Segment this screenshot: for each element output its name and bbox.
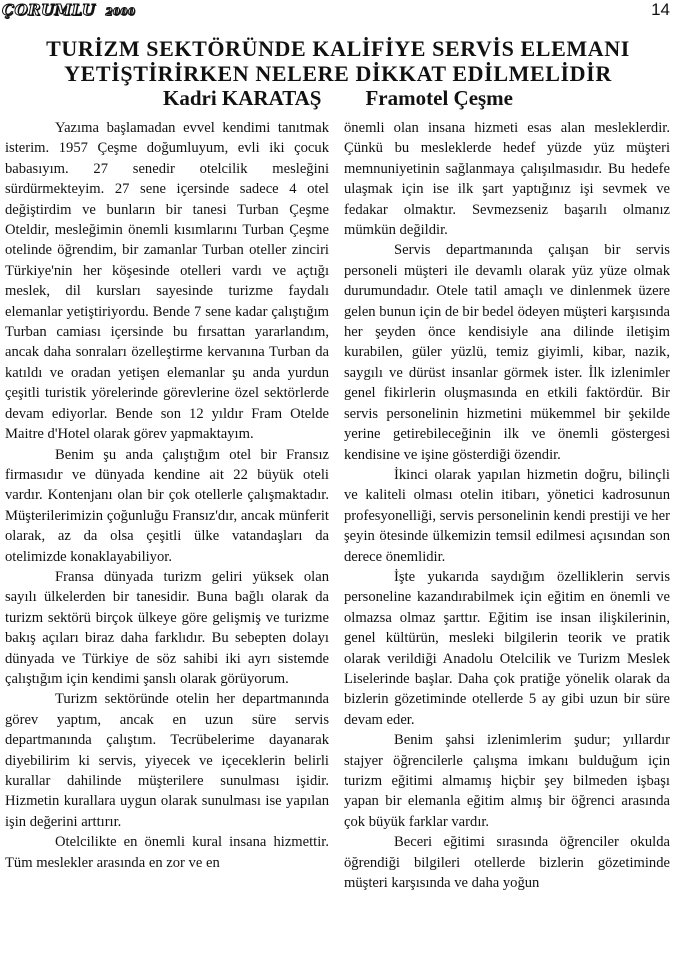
paragraph: İkinci olarak yapılan hizmetin doğru, bilinçli ve kaliteli olması otelin itibarı, yönetici kadrosunun profesyonelliği, servis personelinin kendi prestiji ve her şeyin ötesinde ülkemizin temsil edilmesi açısından son derece önemlidir. bbox=[344, 466, 670, 565]
logo-year: 2000 bbox=[105, 7, 136, 18]
paragraph: Yazıma başlamadan evvel kendimi tanıtmak isterim. 1957 Çeşme doğumluyum, evli iki çocuk babasıyım. 27 senedir otelcilik mesleğini sürdürmekteyim. 27 sene içersinde sadece 4 otel değiştirdim ve bunların bir tanesi Turban Çeşme Oteldir, mesleğimin önemli kısımlarını Turban Çeşme otelinde öğrendim, bir zamanlar Turban oteller zinciri Türkiye'nin her köşesinde otelleri vardı ve açtığı meslek, dil kursları sayesinde turizme faydalı elemanlar yetiştiriyordu. Bende 7 sene kadar çalıştığım Turban camiası içersinde bu fırsattan yararlandım, ancak daha sonraları özelleştirme kervanına Turban da katıldı ve oradan yetişen elemanlar şu anda yurdun çeşitli turistik yörelerinde görevlerine özel sektörlerde devam ediyorlar. Bende son 12 yıldır Fram Otelde Maitre d'Hotel olarak görev yapmaktayım. bbox=[5, 120, 329, 443]
article-column-left bbox=[5, 118, 329, 978]
byline bbox=[0, 86, 676, 110]
page-number: 14 bbox=[651, 0, 670, 19]
article-title-block bbox=[0, 36, 676, 110]
paragraph: Otelcilikte en önemli kural insana hizmettir. Tüm meslekler arasında en zor ve en bbox=[5, 834, 329, 871]
paragraph: Servis departmanında çalışan bir servis personeli müşteri ile devamlı olarak yüz yüze olmak durumundadır. Otele tatil amaçlı ve dinlenmek üzere gelen bunun için de bir bedel ödeyen müşteri karşısında her şeyden önce kendisiyle ana dilinde iletişim kurabilen, güler yüzlü, temiz giyimli, kibar, nazik, saygılı ve dürüst insanlar görmek ister. İlk izlenimler genel fikirlerin oluşmasında en etkili faktördür. Bir servis personelinin hizmetini mükemmel bir şekilde yerine getirebileceğinin ilk ve önemli göstergesi kendisine ve işine gösterdiği özendir. bbox=[344, 242, 670, 463]
article-title-line-1: TURİZM SEKTÖRÜNDE KALİFİYE SERVİS ELEMANI bbox=[46, 36, 630, 61]
paragraph: Benim şahsi izlenimlerim şudur; yıllardır stajyer öğrencilerle çalışma imkanı bulduğum için turizm eğitimi almamış hiçbir şey bilmeden işbaşı yapan bir elemanla eğitim almış bir öğrenci arasında çok büyük farklar vardır. bbox=[344, 732, 670, 830]
paragraph: İşte yukarıda saydığım özelliklerin servis personeline kazandırabilmek için eğitim en önemli ve olmazsa olmaz şarttır. Eğitim ise insan ilişkilerinin, genel kültürün, mesleki bilgilerin teorik ve pratik olarak verildiği Anadolu Otelcilik ve Turizm Meslek Liselerinde başlar. Daha çok pratiğe yönelik olarak da bizlerin gözetiminde otellerde 5 ay gibi uzun bir süre devam eder. bbox=[344, 568, 670, 728]
author-name: Kadri KARATAŞ bbox=[163, 86, 322, 110]
paragraph: Fransa dünyada turizm geliri yüksek olan sayılı ülkelerden bir tanesidir. Buna bağlı olarak da turizm sektörü birçok ülkeye göre gelişmiş ve turizme bakış açıları biraz daha farklıdır. Bu sebepten dolayı dünyada ve Türkiye de söz sahibi iki ayrı sistemde çalıştığım için kendimi şanslı olarak görüyorum. bbox=[5, 568, 329, 687]
paragraph: Beceri eğitimi sırasında öğrenciler okulda öğrendiği bilgileri otellerde bizlerin gözetiminde müşteri karşısında ve daha yoğun bbox=[344, 834, 670, 892]
paragraph: Benim şu anda çalıştığım otel bir Fransız firmasıdır ve dünyada kendine ait 22 büyük oteli vardır. Kontenjanı olan bir çok otellerle çalışmaktadır. Müşterilerimizin çoğunluğu Fransız'dır, ancak münferit olarak, az da olsa çeşitli ülke vatandaşları da otelimizde konaklayabiliyor. bbox=[5, 446, 329, 565]
magazine-logo bbox=[2, 1, 135, 19]
article-title-line-2: YETİŞTİRİRKEN NELERE DİKKAT EDİLMELİDİR bbox=[64, 61, 612, 86]
paragraph: önemli olan insana hizmeti esas alan mesleklerdir. Çünkü bu mesleklerde hedef yüzde yüz müşteri memnuniyetinin sağlanmaya çalışılmasıdır. Bu hedefe ulaşmak için ise ilk şart yaptığınız işi sevmek ve fedakar olmaktır. Sevmezseniz başarılı olmanız mümkün değildir. bbox=[344, 120, 670, 239]
page-header bbox=[0, 0, 676, 22]
logo-name: ÇORUMLU bbox=[2, 1, 96, 19]
paragraph: Turizm sektöründe otelin her departmanında görev yaptım, ancak en uzun süre servis departmanında çalıştım. Tecrübelerime dayanarak diyebilirim ki servis, yiyecek ve içeceklerin belirli kurallar dahilinde müşterilere sunulması işidir. Hizmetin kurallara uygun olarak sunulması ise yapılan işin değerini arttırır. bbox=[5, 691, 329, 830]
article-column-right bbox=[344, 118, 670, 978]
author-affiliation: Framotel Çeşme bbox=[365, 86, 513, 110]
